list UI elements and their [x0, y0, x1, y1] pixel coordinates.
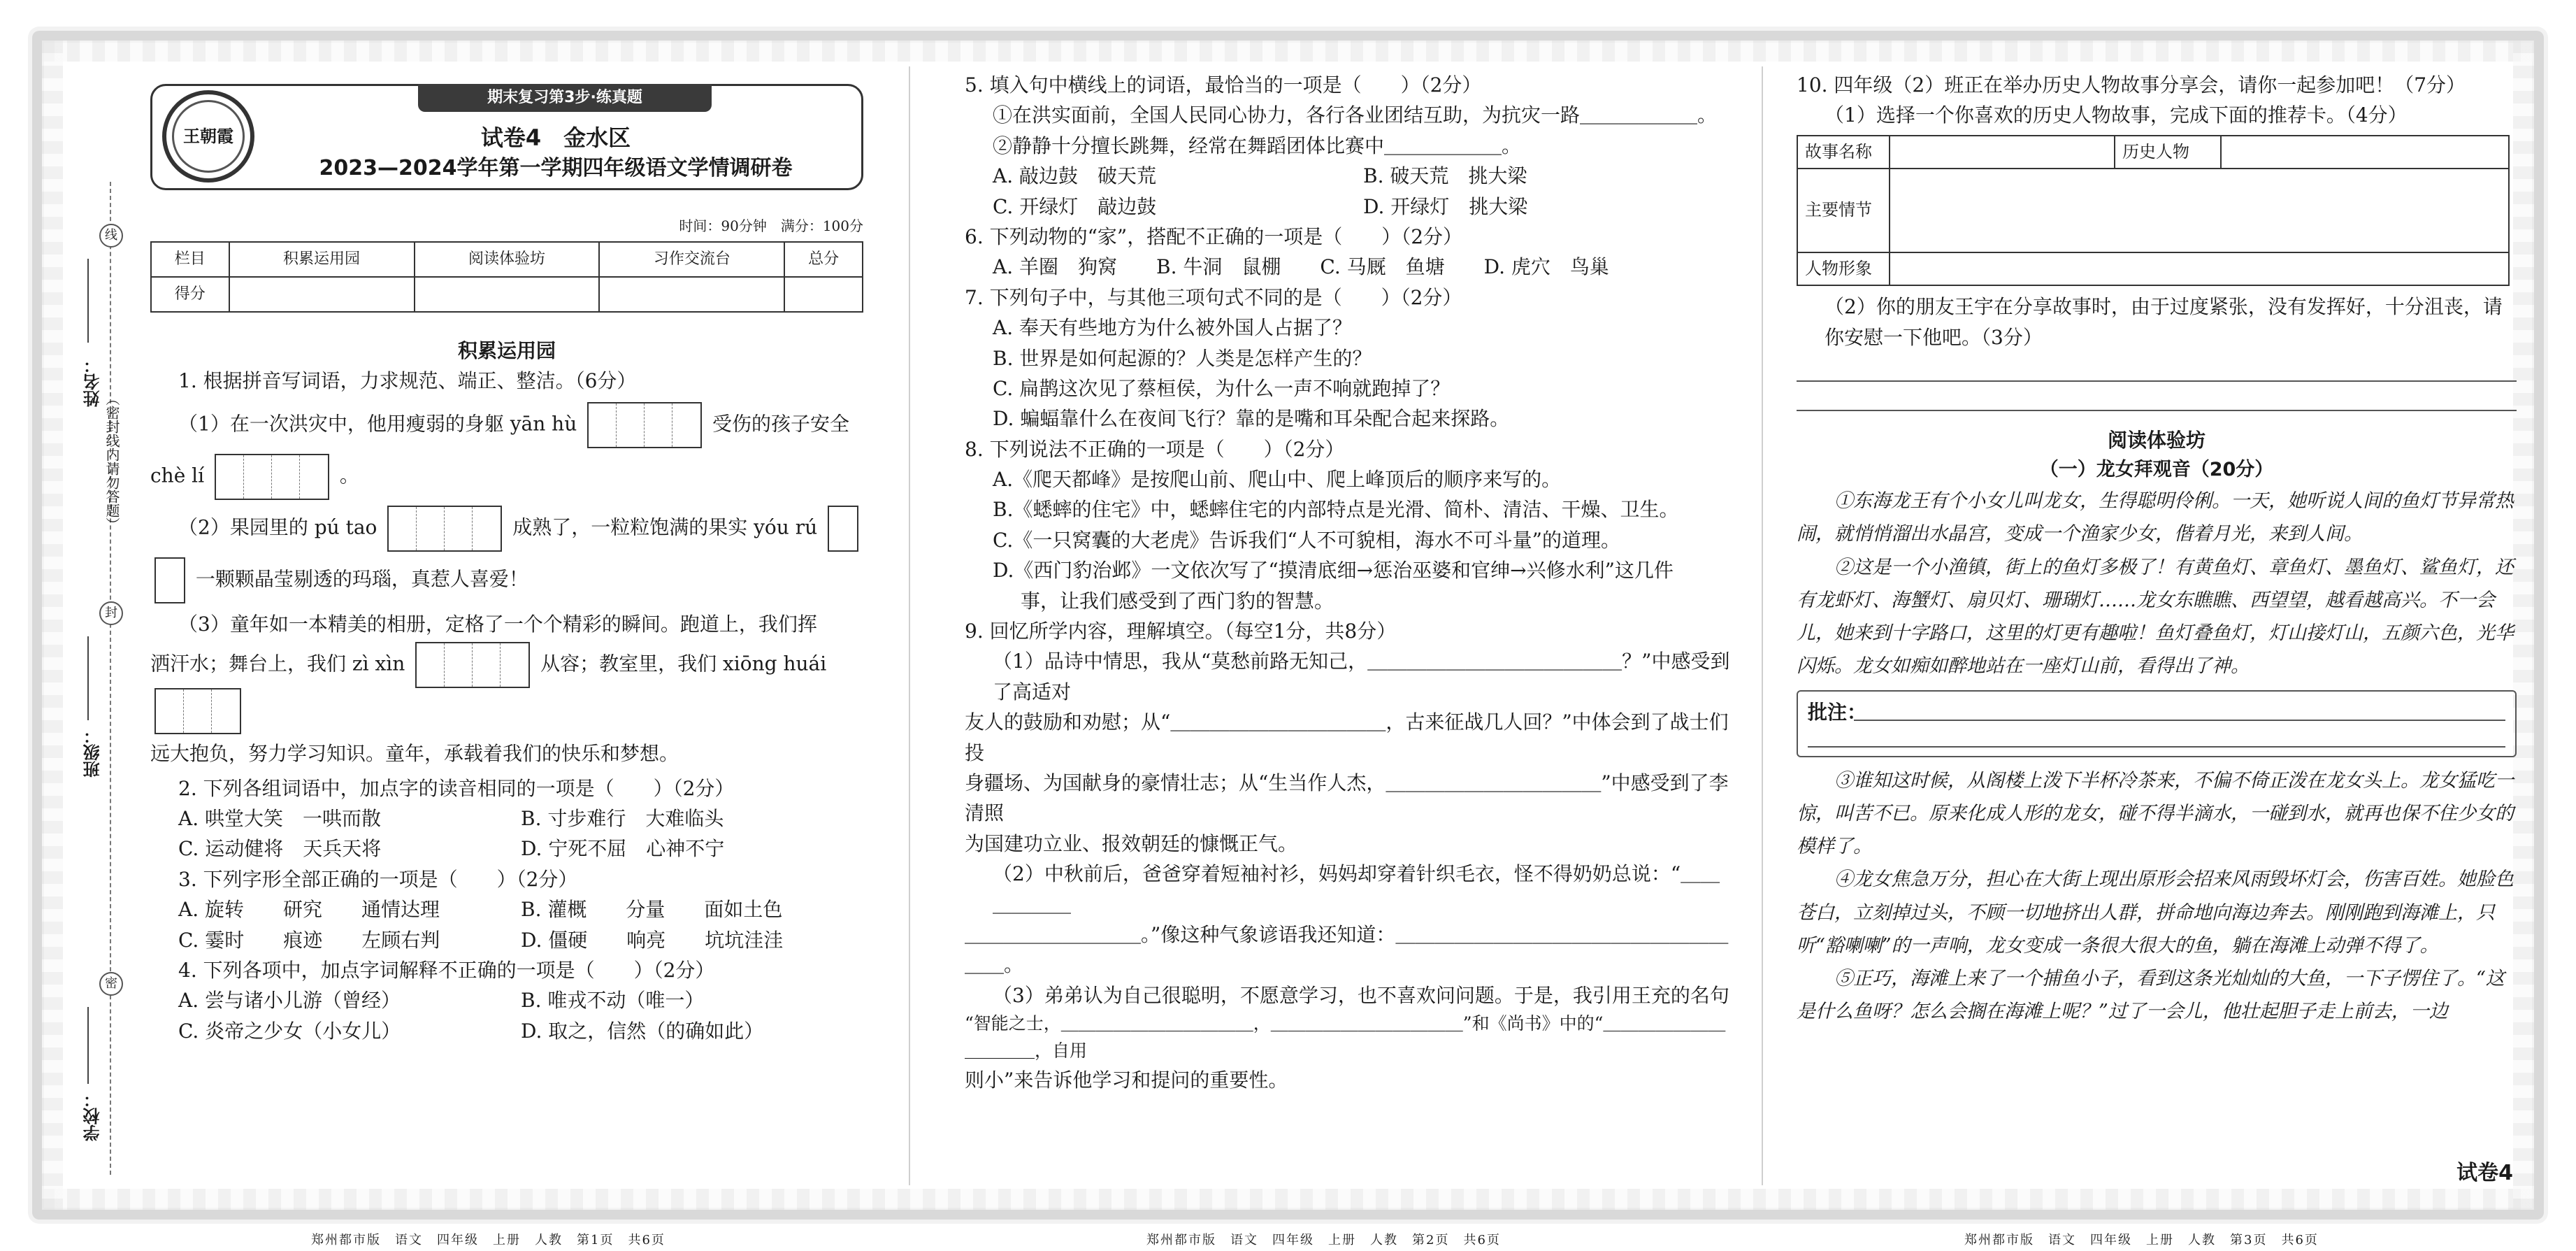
answer-line[interactable] [1797, 352, 2517, 382]
question-10: 10. 四年级（2）班正在举办历史人物故事分享会，请你一起参加吧！（7分） [1797, 73, 2466, 96]
q9-line[interactable]: （1）品诗中情思，我从“莫愁前路无知己，＿＿＿＿＿＿＿＿＿＿＿＿＿？”中感受到了高适对 [993, 650, 1730, 703]
school-label: 学校： [83, 1091, 103, 1141]
page-footer: 郑州都市版 语文 四年级 上册 人教 第3页 共6页 [1964, 1233, 2319, 1248]
question-6: 6. 下列动物的“家”，搭配不正确的一项是（ ）（2分） [965, 224, 1463, 248]
card-label: 历史人物 [2115, 136, 2221, 169]
annotation-line [1808, 746, 2505, 748]
q10-part-a: （1）选择一个你喜欢的历史人物故事，完成下面的推荐卡。（4分） [1825, 103, 2408, 127]
q1b2-text: 一颗颗晶莹剔透的玛瑙，真惹人喜爱！ [195, 567, 528, 591]
page-3 [1797, 70, 2517, 1248]
annotation-line [1854, 720, 2505, 721]
answer-grid[interactable] [828, 506, 858, 552]
seal-mark: 线 [99, 224, 123, 248]
q9-line: （3）弟弟认为自己很聪明，不愿意学习，也不喜欢问问题。于是，我引用王充的名句 [993, 983, 1729, 1007]
exam-subtitle: 2023—2024学年第一学期四年级语文学情调研卷 [319, 156, 793, 180]
seal-dashed-line [110, 182, 111, 1175]
q8-option[interactable]: A.《爬天都峰》是按爬山前、爬山中、爬上峰顶后的顺序来写的。 [993, 468, 1562, 492]
score-cell[interactable] [415, 277, 600, 312]
class-line [87, 636, 89, 720]
q9-line[interactable]: ＿＿＿＿＿＿＿＿＿。”像这种气象谚语我还知道：＿＿＿＿＿＿＿＿＿＿＿＿＿＿＿＿＿＿＿。 [965, 922, 1729, 977]
passage-paragraph: ②这是一个小渔镇，街上的鱼灯多极了！有黄鱼灯、章鱼灯、墨鱼灯、鲨鱼灯，还有龙虾灯、海蟹灯、扇贝灯、珊瑚灯……龙女东瞧瞧、西望望，越看越高兴。不一会儿，她来到十字路口，这里的灯更有趣啦！鱼灯叠鱼灯，灯山接灯山，五颜六色，光华闪烁。龙女如痴如醉地站在一座灯山前，看得出了神。 [1797, 556, 2514, 678]
page-2 [965, 70, 1734, 1248]
answer-grid[interactable] [215, 454, 329, 500]
q10-part-b: （2）你的朋友王宇在分享故事时，由于过度紧张，没有发挥好，十分沮丧，请你安慰一下他吧。（3分） [1825, 295, 2503, 349]
q4-option[interactable]: A. 尝与诸小儿游（曾经） [178, 989, 401, 1013]
q9-line[interactable]: 身疆场、为国献身的豪情壮志；从“生当作人杰，＿＿＿＿＿＿＿＿＿＿＿”中感受到了李清照 [965, 771, 1729, 825]
exam-title: 试卷4 金水区 [480, 124, 631, 151]
q1c2-text: 洒汗水；舞台上，我们 zì xìn [150, 652, 405, 675]
section-title: 阅读体验坊 [2107, 428, 2206, 452]
q7-option[interactable]: D. 蝙蝠靠什么在夜间飞行？靠的是嘴和耳朵配合起来探路。 [993, 407, 1510, 431]
question-7: 7. 下列句子中，与其他三项句式不同的是（ ）（2分） [965, 285, 1462, 309]
score-header: 习作交流台 [599, 242, 784, 277]
logo [162, 90, 254, 183]
q4-option[interactable]: C. 炎帝之少女（小女儿） [178, 1019, 401, 1043]
q1a2-post: 。 [339, 464, 359, 487]
passage-paragraph: ③谁知这时候，从阁楼上泼下半杯冷茶来，不偏不倚正泼在龙女头上。龙女猛吃一惊，叫苦不已。原来化成人形的龙女，碰不得半滴水，一碰到水，就再也保不住少女的模样了。 [1797, 769, 2514, 858]
q3-option[interactable]: A. 旋转 研究 通情达理 [178, 898, 440, 922]
q1a2-text: chè lí [150, 464, 205, 487]
question-3: 3. 下列字形全部正确的一项是（ ）（2分） [178, 867, 578, 891]
exam-header [150, 84, 863, 190]
q5-sentence-a: ①在洪实面前，全国人民同心协力，各行各业团结互助，为抗灾一路＿＿＿＿＿＿。 [993, 103, 1718, 127]
card-label: 主要情节 [1797, 169, 1890, 252]
q7-option[interactable]: A. 奉天有些地方为什么被外国人占据了？ [993, 316, 1353, 340]
score-header: 栏目 [151, 242, 229, 277]
logo-text: 王朝霞 [172, 100, 245, 173]
card-input[interactable] [1890, 252, 2509, 285]
answer-grid[interactable] [154, 688, 241, 734]
score-header: 积累运用园 [229, 242, 415, 277]
question-8: 8. 下列说法不正确的一项是（ ）（2分） [965, 437, 1345, 461]
q1b-text: （2）果园里的 pú tao [178, 515, 377, 539]
q9-line[interactable]: 友人的鼓励和劝慰；从“＿＿＿＿＿＿＿＿＿＿＿，古来征战几人回？”中体会到了战士们投 [965, 710, 1729, 764]
name-label: 姓名： [83, 357, 103, 407]
annotation-box[interactable] [1797, 690, 2517, 757]
q9-line[interactable]: （2）中秋前后，爸爸穿着短袖衬衫，妈妈却穿着针织毛衣，怪不得奶奶总说：“＿＿＿＿＿＿ [993, 862, 1720, 916]
score-row-label: 得分 [151, 277, 229, 312]
binding-strip [66, 182, 129, 1175]
q1c2-mid: 从容；教室里，我们 xiōng huái [540, 652, 827, 675]
q2-option[interactable]: D. 宁死不屈 心神不宁 [521, 837, 725, 861]
seal-mark: 封 [99, 601, 123, 625]
seal-note: （密封线内请勿答题） [103, 392, 120, 531]
class-label: 班级： [83, 727, 103, 778]
question-9: 9. 回忆所学内容，理解填空。（每空1分，共8分） [965, 620, 1397, 643]
card-label: 人物形象 [1797, 252, 1890, 285]
answer-grid[interactable] [387, 506, 502, 552]
card-input[interactable] [1890, 136, 2115, 169]
answer-grid[interactable] [415, 642, 530, 688]
q1a-text: （1）在一次洪灾中，他用瘦弱的身躯 yān hù [178, 412, 577, 436]
q5-sentence-b: ②静静十分擅长跳舞，经常在舞蹈团体比赛中＿＿＿＿＿＿。 [993, 134, 1522, 157]
answer-grid[interactable] [154, 557, 185, 603]
exam-meta: 时间：90分钟 满分：100分 [679, 217, 863, 234]
q3-option[interactable]: D. 僵硬 响亮 坑坑洼洼 [521, 928, 784, 952]
border-wave [42, 41, 2534, 62]
header-banner: 期末复习第3步·练真题 [418, 84, 712, 112]
page-footer: 郑州都市版 语文 四年级 上册 人教 第2页 共6页 [1146, 1233, 1501, 1248]
answer-grid[interactable] [587, 402, 702, 448]
q6-options[interactable]: A. 羊圈 狗窝 B. 牛洞 鼠棚 C. 马厩 鱼塘 D. 虎穴 鸟巢 [993, 255, 1609, 279]
question-2: 2. 下列各组词语中，加点字的读音相同的一项是（ ）（2分） [178, 776, 735, 800]
q5-option[interactable]: A. 敲边鼓 破天荒 [993, 164, 1157, 188]
recommend-card [1797, 135, 2510, 286]
q9-line: 则小”来告诉他学习和提问的重要性。 [965, 1068, 1288, 1092]
q5-option[interactable]: D. 开绿灯 挑大梁 [1363, 194, 1528, 218]
passage-paragraph: ④龙女焦急万分，担心在大街上现出原形会招来风雨毁坏灯会，伤害百姓。她脸色苍白，立刻掉过头，不顾一切地挤出人群，拼命地向海边奔去。刚刚跑到海滩上，只听“豁喇喇”的一声响，龙女变成一条很大很大的鱼，躺在海滩上动弹不得了。 [1797, 868, 2514, 957]
section-title: 积累运用园 [457, 339, 556, 362]
q7-option[interactable]: B. 世界是如何起源的？人类是怎样产生的？ [993, 346, 1372, 370]
q9-line: 为国建功立业、报效朝廷的慷慨正气。 [965, 831, 1298, 855]
passage-title: （一）龙女拜观音（20分） [2039, 459, 2274, 481]
q2-option[interactable]: C. 运动健将 天兵天将 [178, 837, 382, 861]
q2-option[interactable]: A. 哄堂大笑 一哄而散 [178, 806, 382, 830]
q8-option[interactable]: C.《一只窝囊的大老虎》告诉我们“人不可貌相，海水不可斗量”的道理。 [993, 528, 1620, 552]
q9-line[interactable]: “智能之士，＿＿＿＿＿＿＿＿＿＿＿，＿＿＿＿＿＿＿＿＿＿＿”和《尚书》中的“＿＿＿＿＿＿＿＿＿＿＿，自用 [965, 1013, 1726, 1061]
exam-badge: 试卷4 [2456, 1161, 2513, 1185]
score-cell[interactable] [229, 277, 415, 312]
q2-option[interactable]: B. 寸步难行 大难临头 [521, 806, 724, 830]
q5-option[interactable]: C. 开绿灯 敲边鼓 [993, 194, 1157, 218]
q4-option[interactable]: B. 唯戎不动（唯一） [521, 989, 705, 1013]
q4-option[interactable]: D. 取之，信然（的确如此） [521, 1019, 764, 1043]
q1b-mid: 成熟了，一粒粒饱满的果实 yóu rú [512, 515, 818, 539]
card-input[interactable] [2221, 136, 2509, 169]
card-input[interactable] [1890, 169, 2509, 252]
passage-paragraph: ⑤正巧，海滩上来了一个捕鱼小子，看到这条光灿灿的大鱼，一下子愣住了。“这是什么鱼呀？怎么会搁在海滩上呢？”过了一会儿，他壮起胆子走上前去，一边 [1797, 968, 2505, 1023]
border-wave [42, 41, 63, 1210]
page-footer: 郑州都市版 语文 四年级 上册 人教 第1页 共6页 [311, 1233, 665, 1248]
page-1 [150, 70, 863, 1248]
passage-paragraph: ①东海龙王有个小女儿叫龙女，生得聪明伶俐。一天，她听说人间的鱼灯节异常热闹，就悄悄溜出水晶宫，变成一个渔家少女，偕着月光，来到人间。 [1797, 490, 2514, 545]
q1a-text-post: 受伤的孩子安全 [712, 412, 850, 436]
score-table [150, 241, 863, 313]
score-cell[interactable] [784, 277, 863, 312]
question-5: 5. 填入句中横线上的词语，最恰当的一项是（ ）（2分） [965, 73, 1482, 96]
question-4: 4. 下列各项中，加点字词解释不正确的一项是（ ）（2分） [178, 958, 715, 982]
q1c-text: （3）童年如一本精美的相册，定格了一个个精彩的瞬间。跑道上，我们挥 [178, 612, 817, 636]
q8-option[interactable]: D.《西门豹治邺》一文依次写了“摸清底细→惩治巫婆和官绅→兴修水利”这几件 [993, 559, 1674, 582]
school-line [87, 1007, 89, 1084]
card-label: 故事名称 [1797, 136, 1890, 169]
annotation-label: 批注： [1808, 700, 1867, 724]
answer-line[interactable] [1797, 382, 2517, 411]
q8-option[interactable]: B.《蟋蟀的住宅》中，蟋蟀住宅的内部特点是光滑、简朴、清洁、干燥、卫生。 [993, 498, 1679, 522]
q7-option[interactable]: C. 扁鹊这次见了蔡桓侯，为什么一声不响就跑掉了？ [993, 376, 1451, 400]
question-1: 1. 根据拼音写词语，力求规范、端正、整洁。（6分） [178, 369, 637, 393]
score-header: 阅读体验坊 [415, 242, 600, 277]
score-header: 总分 [784, 242, 863, 277]
seal-mark: 密 [99, 972, 123, 996]
q8-option-cont: 事，让我们感受到了西门豹的智慧。 [1021, 589, 1334, 613]
page-divider [1762, 66, 1763, 1185]
q5-option[interactable]: B. 破天荒 挑大梁 [1363, 164, 1527, 188]
name-line [87, 259, 89, 343]
q3-option[interactable]: B. 灌概 分量 面如土色 [521, 898, 783, 922]
border-wave [42, 1189, 2534, 1210]
page-divider [909, 66, 910, 1185]
q3-option[interactable]: C. 霎时 痕迹 左顾右判 [178, 928, 440, 952]
q1c3-text: 远大抱负，努力学习知识。童年，承载着我们的快乐和梦想。 [150, 742, 679, 766]
score-cell[interactable] [599, 277, 784, 312]
